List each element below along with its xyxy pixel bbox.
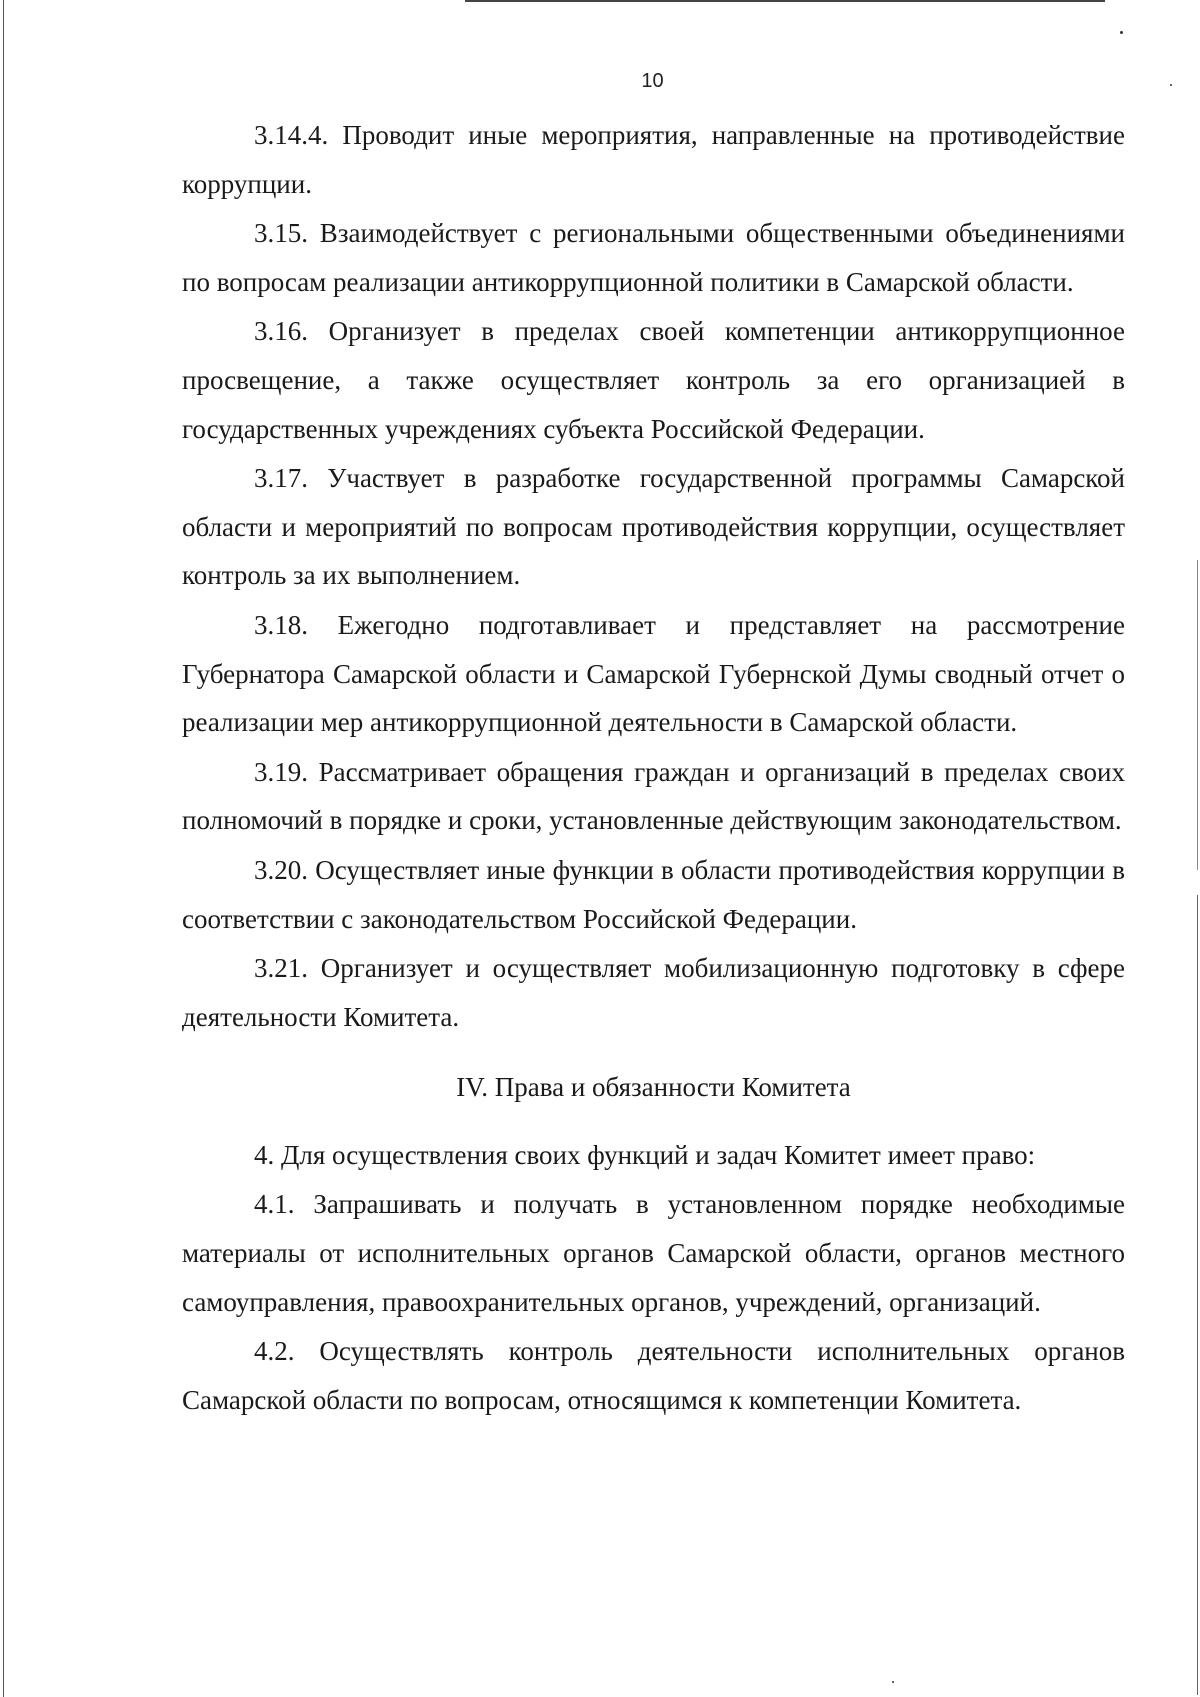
page-number: 10 [641,70,664,92]
paragraph-3-15: 3.15. Взаимодействует с региональными общественными объединениями по вопросам реализации антикоррупционной политики в Самарской области. [182,218,1125,297]
paragraph-4: 4. Для осуществления своих функций и задач Комитет имеет право: [254,1139,1036,1170]
paragraph-3-19: 3.19. Рассматривает обращения граждан и организаций в пределах своих полномочий в порядке и сроки, установленные действующим законодательством. [182,756,1125,836]
paragraph-3-21: 3.21. Организует и осуществляет мобилизационную подготовку в сфере деятельности Комитета. [182,953,1125,1032]
paragraph-4-2: 4.2. Осуществлять контроль деятельности исполнительных органов Самарской области по вопросам, относящимся к компетенции Комитета. [182,1336,1125,1415]
scan-speck [892,1681,894,1683]
section-heading: IV. Права и обязанности Комитета [456,1072,851,1103]
paragraph-3-14-4: 3.14.4. Проводит иные мероприятия, направленные на противодействие коррупции. [182,120,1125,199]
scan-edge-left [3,0,4,1697]
paragraph-3-18: 3.18. Ежегодно подготавливает и представляет на рассмотрение Губернатора Самарской области и Самарской Губернской Думы сводный отчет о реализации мер антикоррупционной деятельности в Самарской области. [182,609,1125,738]
document-body [182,111,1125,1425]
scan-edge-right [1197,560,1198,870]
scan-edge-top [465,0,1105,2]
paragraph-3-17: 3.17. Участвует в разработке государственной программы Самарской области и мероприятий по вопросам противодействия коррупции, осуществляет контроль за их выполнением. [182,463,1125,591]
paragraph-3-20: 3.20. Осуществляет иные функции в области противодействия коррупции в соответствии с законодательством Российской Федерации. [182,854,1125,934]
paragraph-4-1: 4.1. Запрашивать и получать в установленном порядке необходимые материалы от исполнительных органов Самарской области, органов местного самоуправления, правоохранительных органов, учреждений, организаций. [182,1189,1125,1317]
paragraph-3-16: 3.16. Организует в пределах своей компетенции антикоррупционное просвещение, а также осуществляет контроль за его организацией в государственных учреждениях субъекта Российской Федерации. [182,316,1125,444]
scan-edge-right [1197,895,1198,1695]
scan-speck [1120,31,1123,34]
